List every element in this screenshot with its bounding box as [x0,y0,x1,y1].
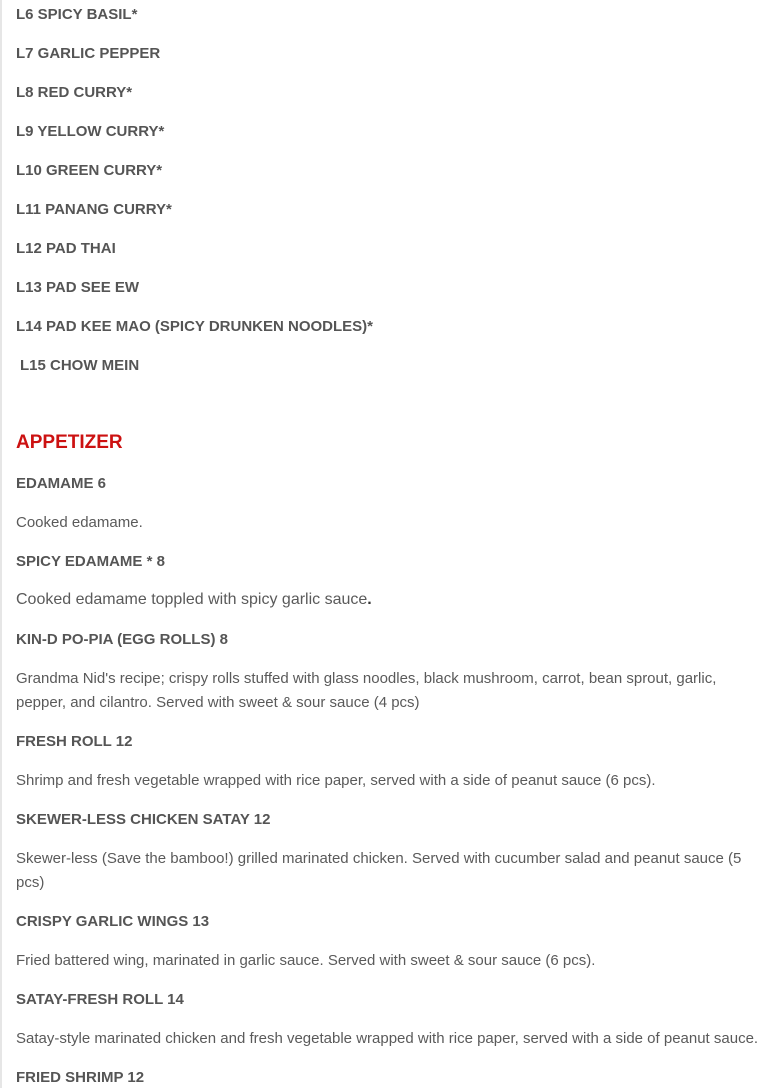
appetizer-item-desc-text: Cooked edamame toppled with spicy garlic sauce [16,591,368,608]
appetizer-item-desc: Fried battered wing, marinated in garlic sauce. Served with sweet & sour sauce (6 pcs). [16,952,596,969]
appetizer-item-desc: Satay-style marinated chicken and fresh vegetable wrapped with rice paper, served with a side of peanut sauce. [16,1030,759,1047]
appetizer-item-name: FRIED SHRIMP 12 [16,1069,145,1086]
appetizer-item-name: SPICY EDAMAME * 8 [16,553,165,570]
menu-item-l10: L10 GREEN CURRY* [16,162,163,179]
menu-item-l6: L6 SPICY BASIL* [16,6,138,23]
menu-item-l12: L12 PAD THAI [16,240,116,257]
menu-item-l13: L13 PAD SEE EW [16,279,140,296]
section-title-appetizer: APPETIZER [16,432,123,453]
appetizer-item-name: CRISPY GARLIC WINGS 13 [16,913,210,930]
menu-item-l14: L14 PAD KEE MAO (SPICY DRUNKEN NOODLES)* [16,318,373,335]
appetizer-item-name: EDAMAME 6 [16,475,107,492]
appetizer-item-desc [16,588,372,612]
menu-item-l11: L11 PANANG CURRY* [16,201,172,218]
menu-item-l9: L9 YELLOW CURRY* [16,123,165,140]
menu-item-l8: L8 RED CURRY* [16,84,133,101]
appetizer-item-desc: Shrimp and fresh vegetable wrapped with rice paper, served with a side of peanut sauce (6 pcs). [16,772,656,789]
menu-item-l7: L7 GARLIC PEPPER [16,45,161,62]
appetizer-item-desc-period: . [367,591,372,608]
appetizer-item-desc: Grandma Nid's recipe; crispy rolls stuffed with glass noodles, black mushroom, carrot, bean sprout, garlic, pepper, and cilantro. Served with sweet & sour sauce (4 pcs) [16,670,717,711]
appetizer-item-desc: Cooked edamame. [16,514,143,531]
appetizer-item-name: SKEWER-LESS CHICKEN SATAY 12 [16,811,271,828]
appetizer-item-name: FRESH ROLL 12 [16,733,133,750]
appetizer-item-name: SATAY-FRESH ROLL 14 [16,991,184,1008]
appetizer-item-name: KIN-D PO-PIA (EGG ROLLS) 8 [16,631,228,648]
appetizer-item-desc: Skewer-less (Save the bamboo!) grilled marinated chicken. Served with cucumber salad and peanut sauce (5 pcs) [16,850,742,891]
menu-item-l15: L15 CHOW MEIN [20,357,140,374]
